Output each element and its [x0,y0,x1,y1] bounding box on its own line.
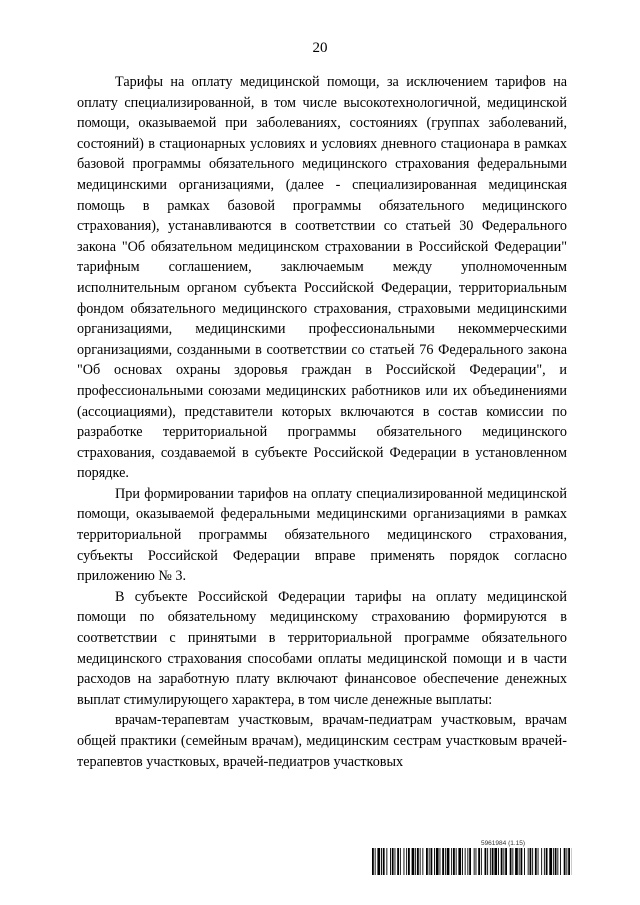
barcode-bar [503,848,504,875]
barcode-bar [451,848,452,875]
barcode-bar [490,848,491,875]
barcode-bar [478,848,480,875]
barcode-bar [445,848,446,875]
barcode-bar [553,848,554,875]
barcode-bar [469,848,471,875]
barcode-bar [390,848,391,875]
barcode-bar [487,848,488,875]
barcode-bar [549,848,552,875]
barcode-bar [564,848,566,875]
barcode-bar [404,848,405,875]
barcode-bar [386,848,387,875]
barcode-bar [417,848,419,875]
paragraph-federal-organizations: При формировании тарифов на оплату специализированной медицинской помощи, оказываемой федеральными медицинскими организациями в рамках территориальной программы обязательного медицинского страхования, субъекты Российской Федерации вправе применять порядок согласно приложению № 3. [77,485,567,585]
barcode-bar [546,848,548,875]
barcode-bar [456,848,457,875]
barcode-bar [485,848,487,875]
paragraph-payments-list: врачам-терапевтам участковым, врачам-педиатрам участковым, врачам общей практики (семейным врачам), медицинским сестрам участковым врачей-терапевтов участковых, врачей-педиатров участковых [77,712,567,770]
barcode-bar [383,848,385,875]
barcode-bar [412,848,415,875]
barcode-bar [381,848,382,875]
barcode-bar [447,848,450,875]
barcode-bar [530,848,532,875]
barcode-bar [492,848,494,875]
barcode-bar [375,848,376,875]
barcode-bar [442,848,444,875]
barcode [372,848,572,875]
barcode-bar [453,848,455,875]
barcode-bar [557,848,558,875]
barcode-bar [474,848,475,875]
document-code: 5961984 (1.15) [480,840,526,847]
paragraph-tariffs: Тарифы на оплату медицинской помощи, за исключением тарифов на оплату специализированной, в том числе высокотехнологичной, медицинской помощи, оказываемой при заболеваниях, состояниях (группах заболеваний, состояний) в стационарных условиях и условиях дневного стационара в рамках базовой программы обязательного медицинского страхования федеральными медицинскими организациями, (далее - специализированная медицинская помощь в рамках базовой программы обязательного медицинского страхования), устанавливаются в соответствии со статьей 30 Федерального закона "Об обязательном медицинском страховании в Российской Федерации" тарифным соглашением, заключаемым между уполномоченным исполнительным органом субъекта Российской Федерации, территориальным фондом обязательного медицинского страхования, страховыми медицинскими организациями, медицинскими профессиональными некоммерческими организациями, созданными в соответствии со статьей 76 Федерального закона "Об основах охраны здоровья граждан в Российской Федерации", и профессиональными союзами медицинских работников или их объединениями (ассоциациями), представители которых включаются в состав комиссии по разработке территориальной программы обязательного медицинского страхования, создаваемой в субъекте Российской Федерации в установленном порядке. [77,74,567,482]
barcode-bar [422,848,423,875]
barcode-bar [481,848,482,875]
barcode-bar [377,848,380,875]
barcode-bar [415,848,416,875]
barcode-bar [544,848,545,875]
page-number: 20 [312,40,328,56]
barcode-bar [434,848,435,875]
barcode-bar [436,848,439,875]
barcode-bar [400,848,401,875]
barcode-bar [521,848,523,875]
barcode-bar [568,848,570,875]
barcode-bar [372,848,374,875]
barcode-bar [476,848,477,875]
barcode-bar [397,848,399,875]
document-body [77,72,567,772]
barcode-bar [498,848,499,875]
barcode-bar [512,848,513,875]
barcode-bar [431,848,433,875]
barcode-bar [392,848,394,875]
barcode-bar [519,848,520,875]
barcode-bar [538,848,539,875]
barcode-bar [440,848,441,875]
barcode-bar [467,848,468,875]
barcode-bar [501,848,503,875]
barcode-bar [395,848,396,875]
barcode-bar [462,848,463,875]
barcode-bar [515,848,518,875]
barcode-bar [458,848,461,875]
barcode-bar [406,848,407,875]
barcode-bar [426,848,428,875]
barcode-bar [528,848,529,875]
barcode-bar [555,848,557,875]
barcode-bar [494,848,497,875]
barcode-bar [541,848,542,875]
paragraph-subject-tariffs: В субъекте Российской Федерации тарифы на оплату медицинской помощи по обязательному медицинскому страхованию формируются в соответствии с принятыми в территориальной программе обязательного медицинского страхования способами оплаты медицинской помощи и в части расходов на заработную плату включают финансовое обеспечение денежных выплат стимулирующего характера, в том числе денежные выплаты: [77,588,567,708]
barcode-bar [420,848,421,875]
barcode-bar [505,848,507,875]
barcode-bar [535,848,537,875]
barcode-bar [532,848,533,875]
barcode-bar [560,848,561,875]
barcode-bar [566,848,567,875]
barcode-bar [408,848,410,875]
barcode-bar [524,848,525,875]
barcode-bar [429,848,430,875]
barcode-bar [465,848,466,875]
barcode-bar [510,848,512,875]
